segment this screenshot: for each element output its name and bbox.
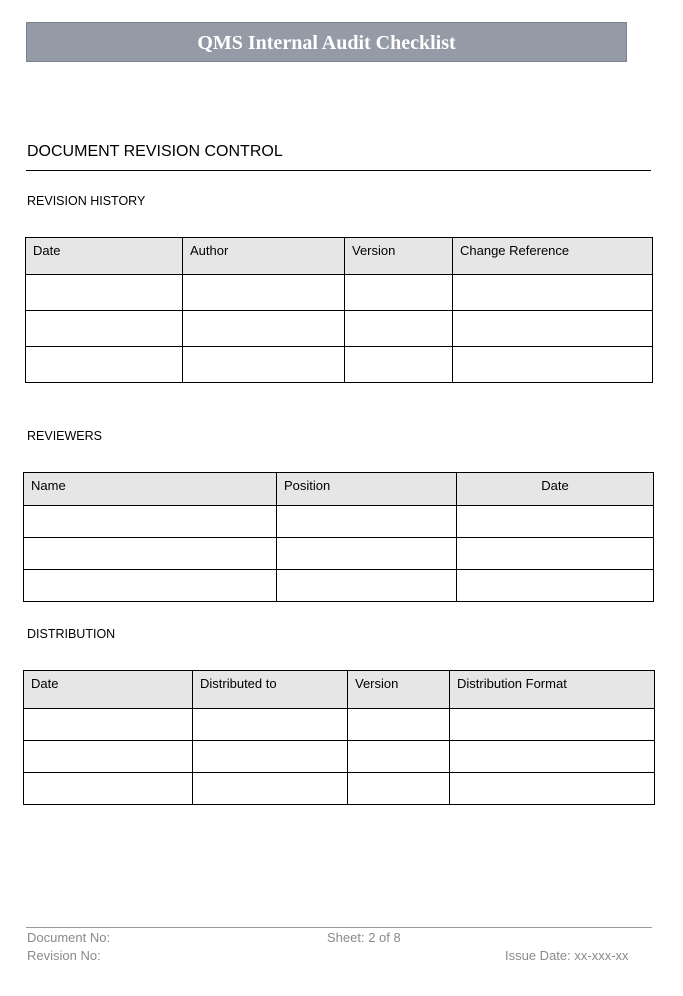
column-header-version: Version <box>348 671 450 709</box>
revision-number: Revision No: <box>27 948 101 963</box>
footer-divider <box>26 927 652 928</box>
document-title-banner: QMS Internal Audit Checklist <box>26 22 627 62</box>
column-header-position: Position <box>277 473 457 506</box>
table-cell[interactable] <box>348 709 450 741</box>
column-header-date: Date <box>24 671 193 709</box>
table-cell[interactable] <box>24 570 277 602</box>
sheet-number: Sheet: 2 of 8 <box>327 930 401 945</box>
table-cell[interactable] <box>193 709 348 741</box>
table-row <box>24 570 654 602</box>
table-row <box>26 347 653 383</box>
table-cell[interactable] <box>345 347 453 383</box>
table-cell[interactable] <box>277 570 457 602</box>
table-cell[interactable] <box>348 773 450 805</box>
column-header-version: Version <box>345 238 453 275</box>
distribution-table <box>23 670 655 805</box>
table-row <box>26 311 653 347</box>
table-cell[interactable] <box>277 538 457 570</box>
table-cell[interactable] <box>193 741 348 773</box>
column-header-distribution-format: Distribution Format <box>450 671 655 709</box>
section-title: DOCUMENT REVISION CONTROL <box>27 143 283 160</box>
table-cell[interactable] <box>193 773 348 805</box>
table-cell[interactable] <box>26 311 183 347</box>
issue-date: Issue Date: xx-xxx-xx <box>505 948 629 963</box>
table-cell[interactable] <box>183 311 345 347</box>
table-cell[interactable] <box>183 347 345 383</box>
section-divider <box>26 170 651 171</box>
document-number: Document No: <box>27 930 111 945</box>
table-cell[interactable] <box>457 538 654 570</box>
table-row <box>24 538 654 570</box>
table-row <box>24 741 655 773</box>
table-row <box>24 506 654 538</box>
revision-history-table <box>25 237 653 383</box>
table-cell[interactable] <box>24 741 193 773</box>
table-cell[interactable] <box>450 741 655 773</box>
column-header-distributed-to: Distributed to <box>193 671 348 709</box>
table-row <box>24 709 655 741</box>
table-cell[interactable] <box>450 773 655 805</box>
table-cell[interactable] <box>453 347 653 383</box>
reviewers-table <box>23 472 654 602</box>
table-cell[interactable] <box>450 709 655 741</box>
table-cell[interactable] <box>24 773 193 805</box>
column-header-date: Date <box>26 238 183 275</box>
revision-history-label: REVISION HISTORY <box>27 194 146 208</box>
table-cell[interactable] <box>277 506 457 538</box>
distribution-label: DISTRIBUTION <box>27 627 116 641</box>
table-cell[interactable] <box>457 570 654 602</box>
column-header-author: Author <box>183 238 345 275</box>
column-header-date: Date <box>457 473 654 506</box>
table-cell[interactable] <box>26 275 183 311</box>
table-cell[interactable] <box>26 347 183 383</box>
table-cell[interactable] <box>24 538 277 570</box>
table-cell[interactable] <box>24 709 193 741</box>
table-cell[interactable] <box>348 741 450 773</box>
table-cell[interactable] <box>345 275 453 311</box>
column-header-change-reference: Change Reference <box>453 238 653 275</box>
column-header-name: Name <box>24 473 277 506</box>
table-row <box>26 275 653 311</box>
table-row <box>24 773 655 805</box>
table-cell[interactable] <box>457 506 654 538</box>
table-cell[interactable] <box>345 311 453 347</box>
table-cell[interactable] <box>24 506 277 538</box>
table-cell[interactable] <box>453 275 653 311</box>
reviewers-label: REVIEWERS <box>27 429 103 443</box>
table-cell[interactable] <box>183 275 345 311</box>
table-cell[interactable] <box>453 311 653 347</box>
